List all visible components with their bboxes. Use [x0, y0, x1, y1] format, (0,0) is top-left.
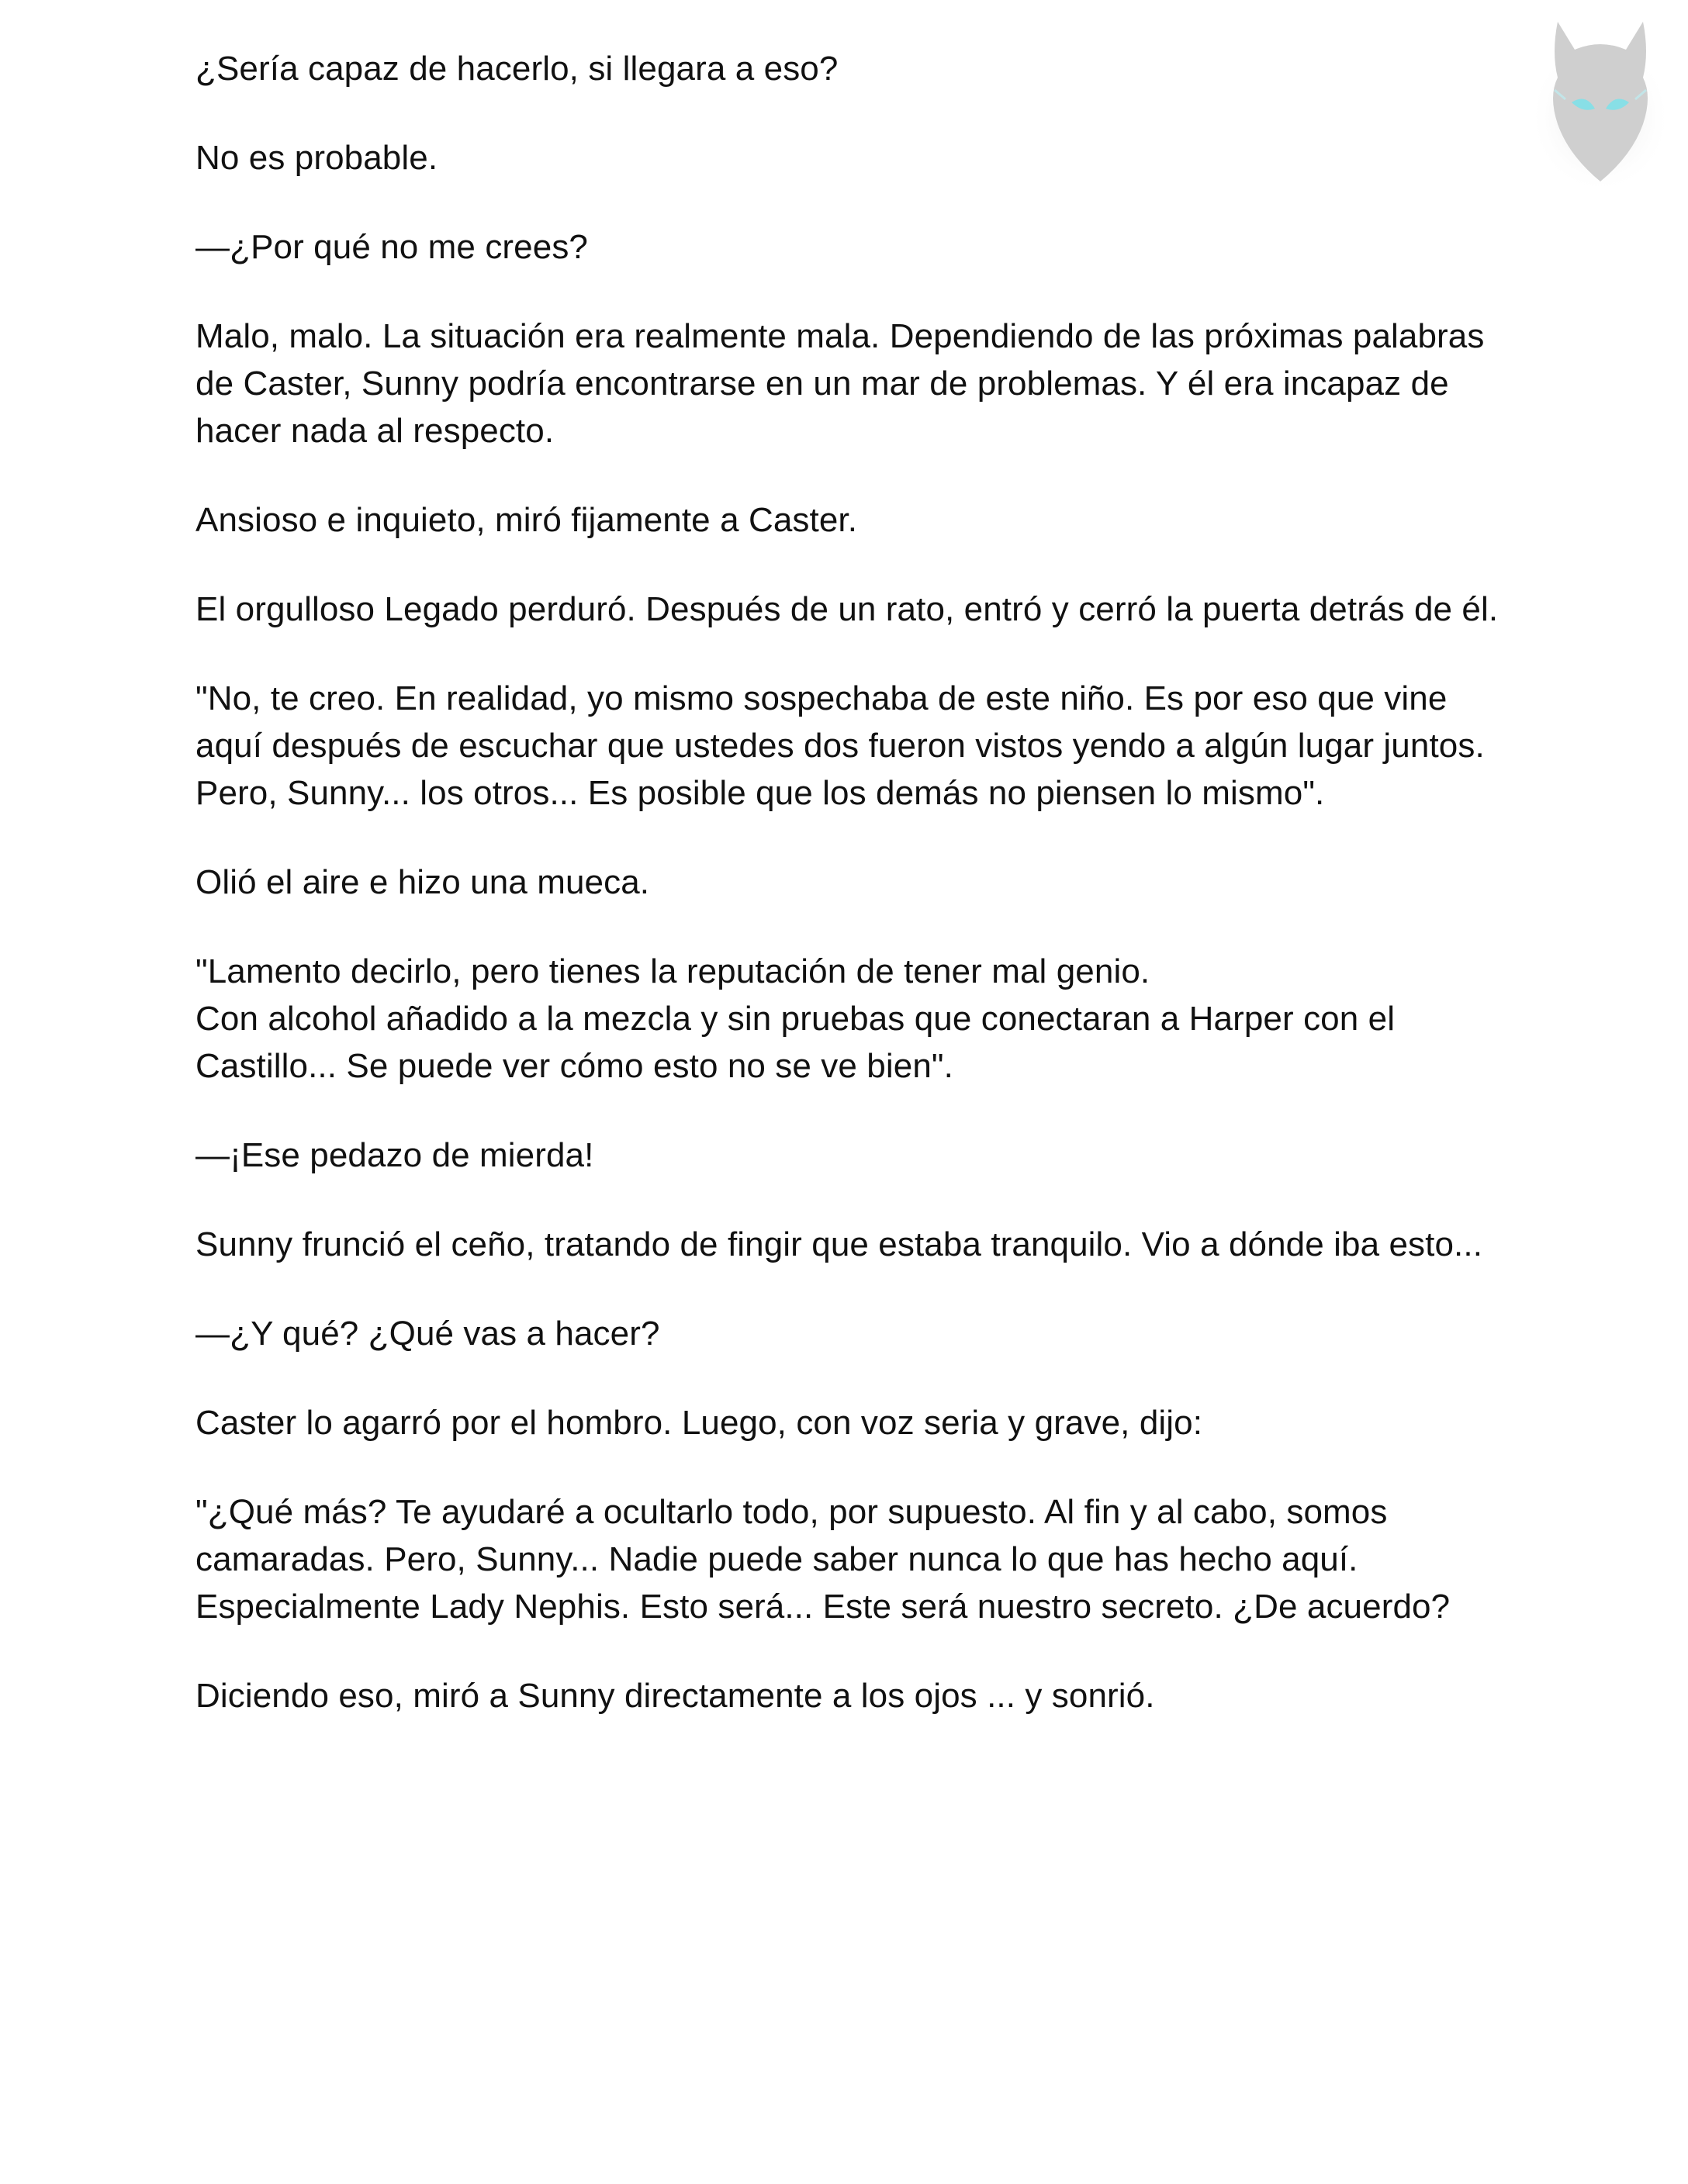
paragraph: Con alcohol añadido a la mezcla y sin pruebas que conectaran a Harper con el Castillo... Se puede ver cómo esto no se ve bien". [195, 1000, 1396, 1085]
paragraph: "Lamento decirlo, pero tienes la reputación de tener mal genio. [195, 952, 1150, 990]
paragraph: Caster lo agarró por el hombro. Luego, con voz seria y grave, dijo: [195, 1404, 1203, 1442]
paragraph: ¿Sería capaz de hacerlo, si llegara a eso? [195, 50, 839, 88]
paragraph: "¿Qué más? Te ayudaré a ocultarlo todo, por supuesto. Al fin y al cabo, somos camaradas. Pero, Sunny... Nadie puede saber nunca lo que has hecho aquí. Especialmente Lady Nephis. Esto será... Este será nuestro secreto. ¿De acuerdo? [195, 1493, 1451, 1626]
paragraph: Ansioso e inquieto, miró fijamente a Caster. [195, 501, 858, 539]
paragraph: Olió el aire e hizo una mueca. [195, 863, 650, 901]
paragraph: No es probable. [195, 139, 438, 177]
paragraph: —¡Ese pedazo de mierda! [195, 1136, 594, 1174]
demon-head-icon [1527, 16, 1674, 194]
paragraph: Malo, malo. La situación era realmente mala. Dependiendo de las próximas palabras de Caster, Sunny podría encontrarse en un mar de problemas. Y él era incapaz de hacer nada al respecto. [195, 317, 1485, 450]
paragraph: "No, te creo. En realidad, yo mismo sospechaba de este niño. Es por eso que vine aquí después de escuchar que ustedes dos fueron vistos yendo a algún lugar juntos. Pero, Sunny... los otros... Es posible que los demás no piensen lo mismo". [195, 679, 1485, 812]
paragraph: —¿Por qué no me crees? [195, 228, 588, 266]
paragraph: Diciendo eso, miró a Sunny directamente a los ojos ... y sonrió. [195, 1677, 1155, 1715]
document-body [195, 45, 1499, 1761]
paragraph: El orgulloso Legado perduró. Después de un rato, entró y cerró la puerta detrás de él. [195, 590, 1499, 628]
paragraph: —¿Y qué? ¿Qué vas a hacer? [195, 1315, 660, 1353]
paragraph: Sunny frunció el ceño, tratando de fingir que estaba tranquilo. Vio a dónde iba esto... [195, 1225, 1483, 1263]
